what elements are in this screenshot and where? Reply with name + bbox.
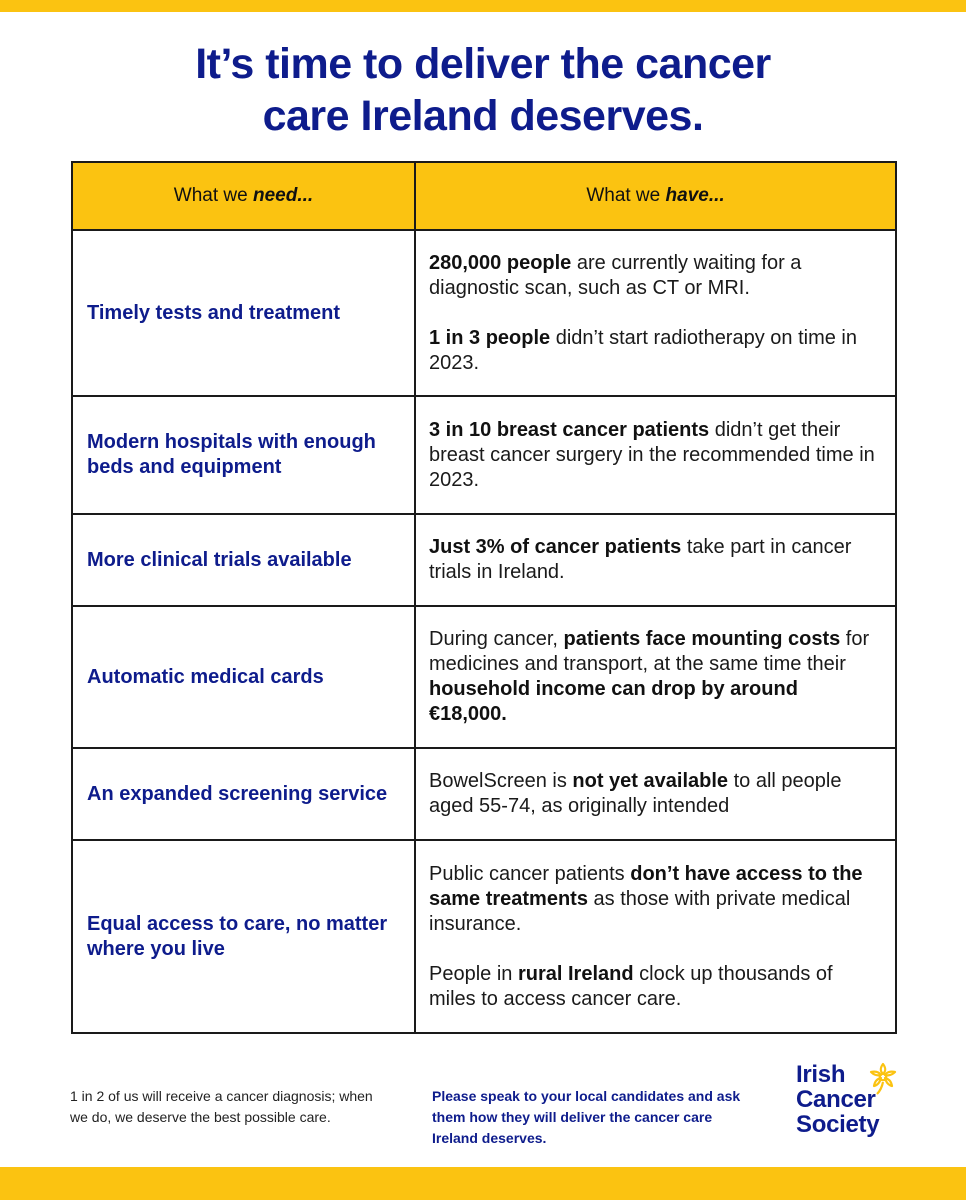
have-cell (415, 514, 896, 606)
have-paragraph: People in rural Ireland clock up thousands of miles to access cancer care. (429, 962, 833, 1010)
have-cell (415, 606, 896, 748)
need-cell: Timely tests and treatment (72, 230, 415, 396)
header-what-we-have: What we have... (415, 162, 896, 230)
bottom-brand-bar (0, 1167, 966, 1200)
have-paragraph: Just 3% of cancer patients take part in cancer trials in Ireland. (429, 536, 852, 583)
have-paragraph: 280,000 people are currently waiting for a diagnostic scan, such as CT or MRI. (429, 251, 802, 299)
need-cell: Equal access to care, no matter where you live (72, 840, 415, 1033)
daffodil-icon (868, 1062, 898, 1096)
have-cell (415, 396, 896, 514)
have-paragraph: 3 in 10 breast cancer patients didn’t get their breast cancer surgery in the recommended time in 2023. (429, 418, 875, 491)
have-cell (415, 748, 896, 840)
needs-vs-have-table (71, 161, 897, 1034)
need-cell: Modern hospitals with enough beds and equipment (72, 396, 415, 514)
logo-line-1: Irish (796, 1061, 846, 1088)
page-title (60, 38, 906, 142)
table-row (72, 606, 896, 748)
footer-diagnosis-note: 1 in 2 of us will receive a cancer diagnosis; when we do, we deserve the best possible care. (70, 1088, 373, 1125)
need-cell: More clinical trials available (72, 514, 415, 606)
title-line-1: It’s time to deliver the cancer (195, 40, 771, 88)
header-what-we-need: What we need... (72, 162, 415, 230)
table-row (72, 840, 896, 1033)
have-paragraph: 1 in 3 people didn’t start radiotherapy on time in 2023. (429, 326, 857, 374)
have-cell (415, 840, 896, 1033)
title-line-2: care Ireland deserves. (262, 92, 704, 140)
irish-cancer-society-logo (796, 1062, 906, 1158)
footer-call-to-action: Please speak to your local candidates and ask them how they will deliver the cancer care Ireland deserves. (432, 1088, 741, 1146)
logo-wordmark (796, 1062, 879, 1137)
table-row (72, 514, 896, 606)
have-paragraph: During cancer, patients face mounting costs for medicines and transport, at the same time their household income can drop by around €18,000. (429, 628, 870, 725)
table-row (72, 230, 896, 396)
logo-line-3: Society (796, 1111, 880, 1138)
have-paragraph: Public cancer patients don’t have access to the same treatments as those with private medical insurance. (429, 862, 863, 935)
top-brand-bar (0, 0, 966, 12)
table-row (72, 396, 896, 514)
table-header-row (72, 162, 896, 230)
need-cell: Automatic medical cards (72, 606, 415, 748)
table-row (72, 748, 896, 840)
have-cell (415, 230, 896, 396)
have-paragraph: BowelScreen is not yet available to all people aged 55-74, as originally intended (429, 770, 842, 817)
need-cell: An expanded screening service (72, 748, 415, 840)
logo-line-2: Cancer (796, 1086, 876, 1113)
